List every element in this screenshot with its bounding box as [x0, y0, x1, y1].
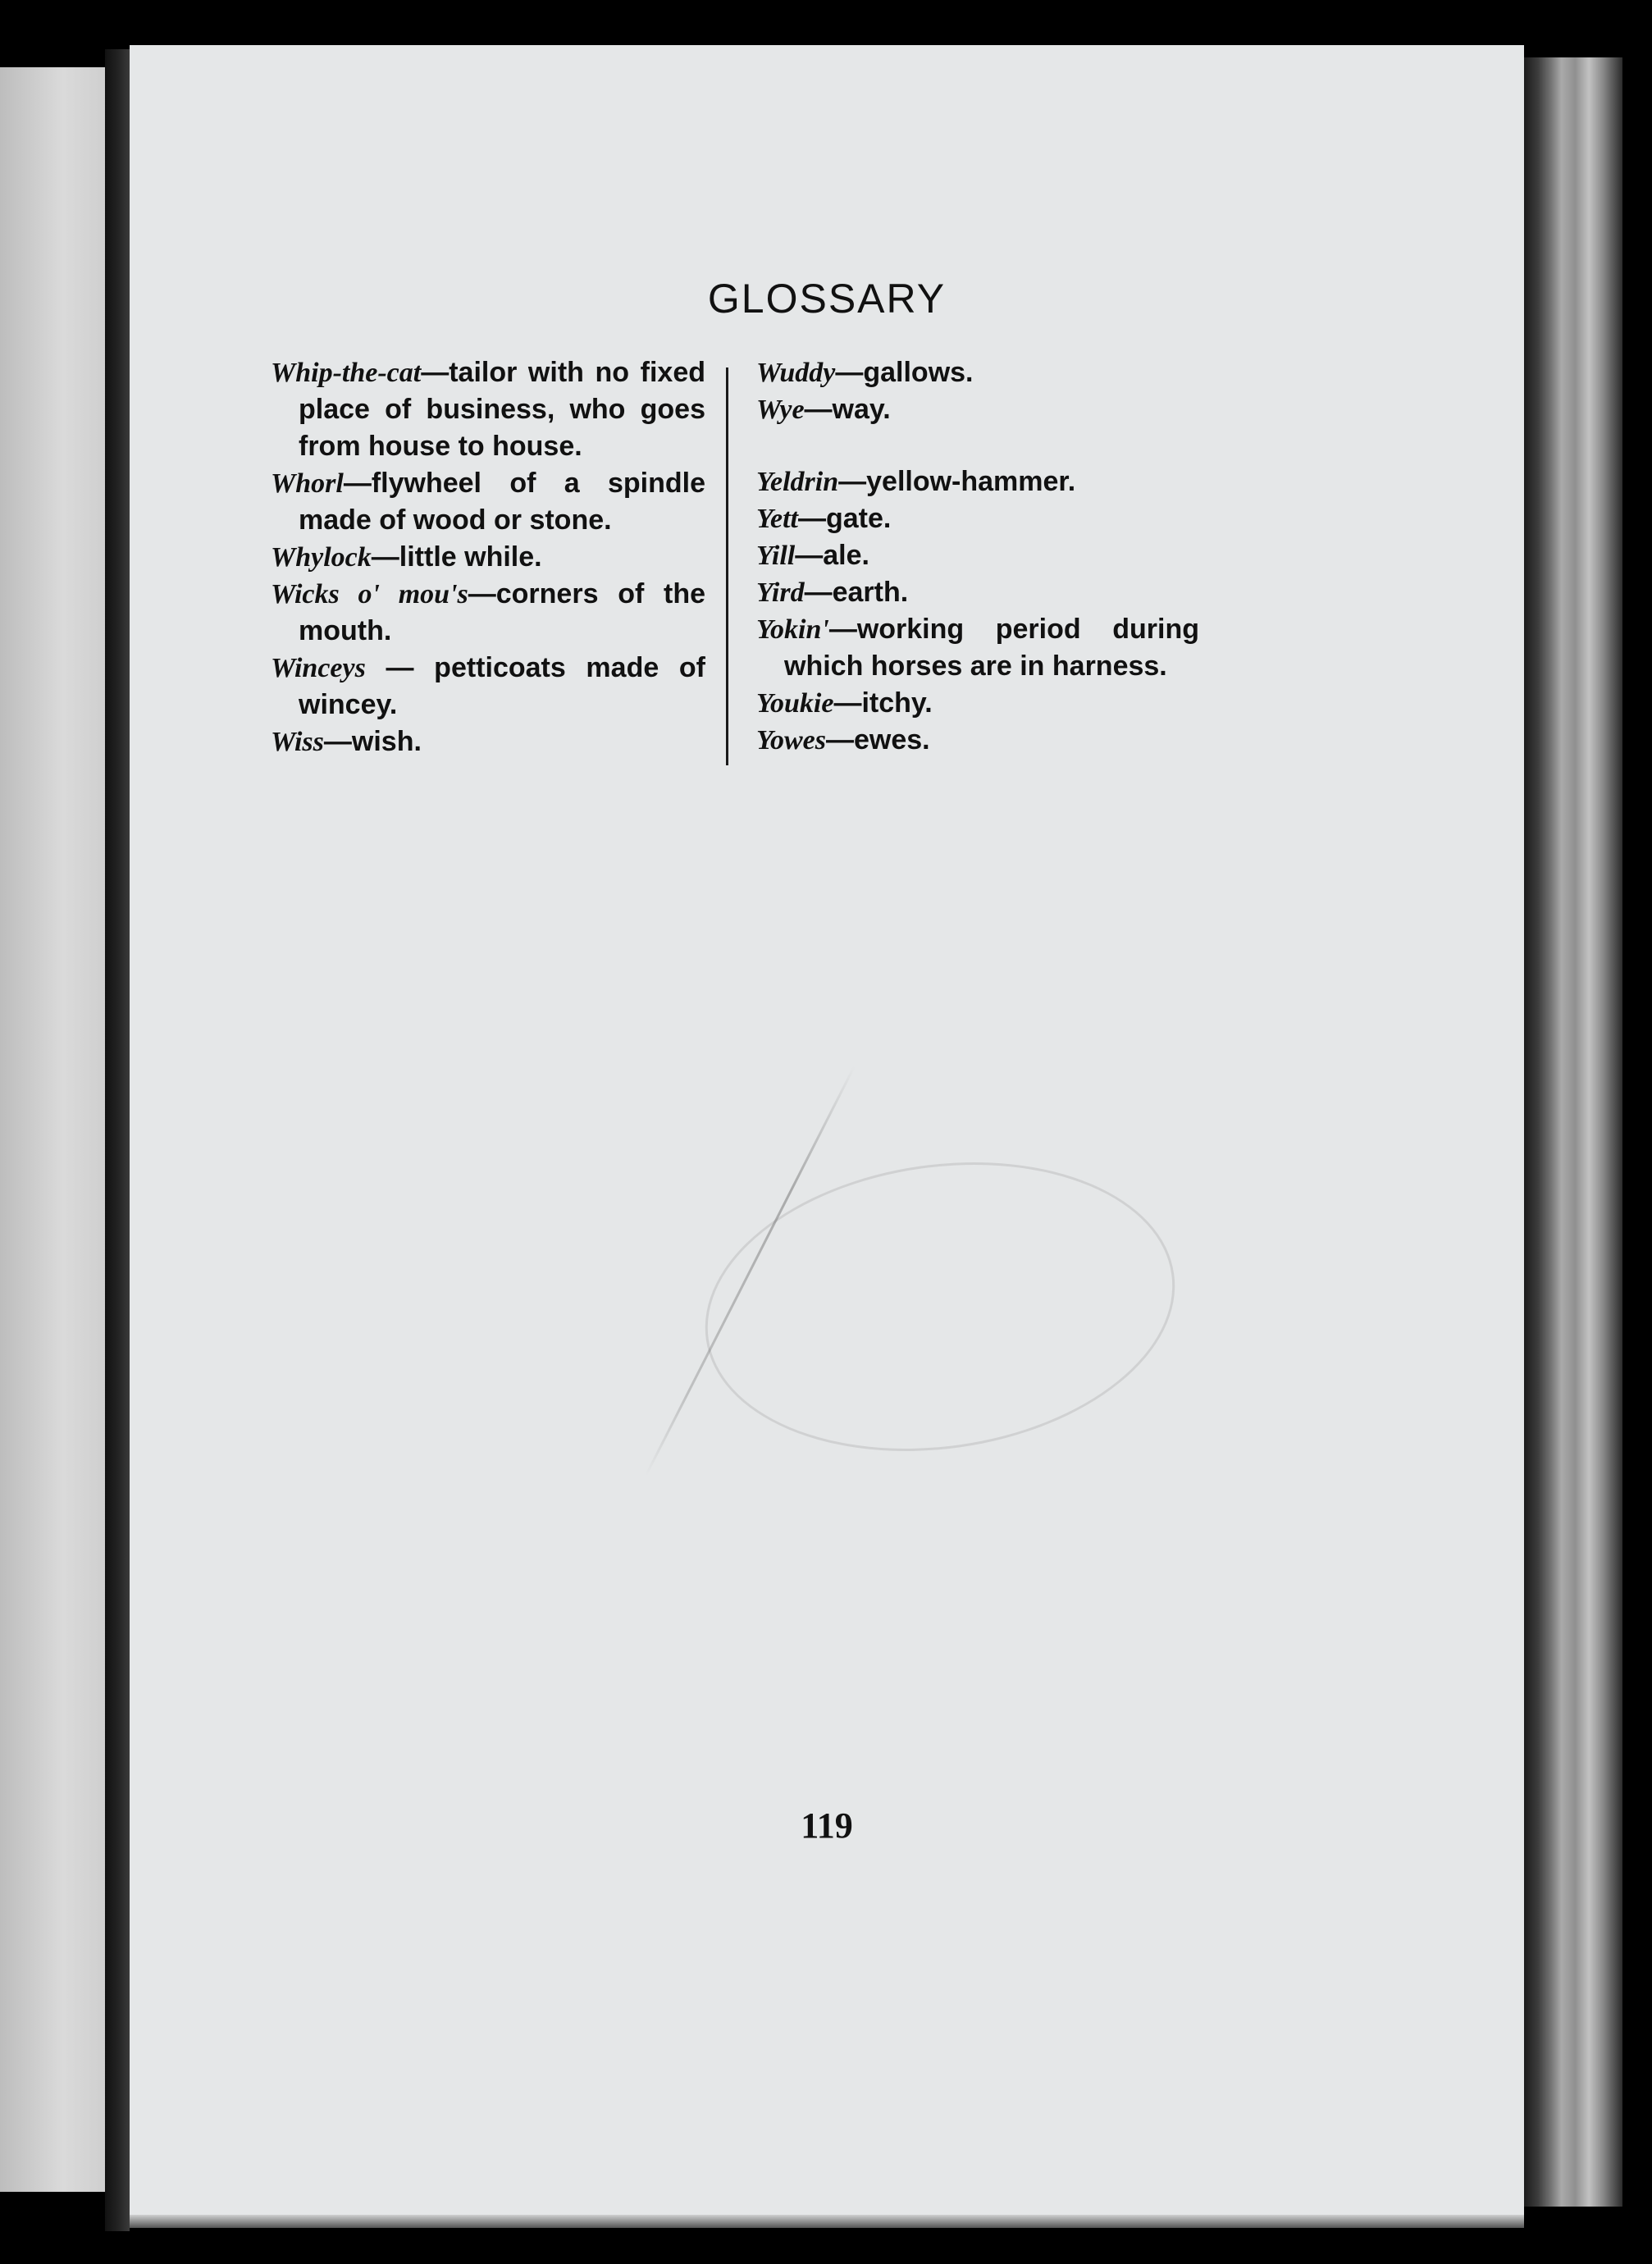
glossary-definition: —earth.: [804, 577, 909, 608]
glossary-entry: [756, 685, 1199, 722]
facing-page-edge: [0, 67, 105, 2192]
glossary-entry: [756, 537, 1199, 574]
glossary-definition: —way.: [804, 394, 891, 425]
glossary-headword: Wye: [756, 395, 805, 425]
glossary-entry: [756, 463, 1199, 500]
glossary-headword: Yowes: [756, 725, 826, 755]
book-gutter: [105, 49, 130, 2231]
glossary-definition: —yellow-hammer.: [838, 466, 1076, 497]
glossary-definition: —tailor with no fixed place of business, who goes from house to house.: [299, 357, 705, 462]
glossary-headword: Whylock: [271, 542, 372, 573]
glossary-definition: —corners of the mouth.: [299, 578, 705, 646]
glossary-entry: [756, 722, 1199, 759]
page-number: 119: [801, 1805, 853, 1846]
glossary-entry: [756, 354, 1199, 391]
glossary-entry: [271, 539, 705, 576]
page-bottom-edge: [130, 2215, 1524, 2228]
glossary-entry: [271, 465, 705, 539]
glossary-headword: Yokin': [756, 614, 829, 645]
column-divider: [726, 367, 728, 765]
glossary-definition: —gallows.: [835, 357, 974, 388]
glossary-headword: Yill: [756, 541, 796, 571]
glossary-headword: Wiss: [271, 727, 324, 757]
glossary-definition: — petticoats made of wincey.: [299, 652, 705, 720]
glossary-right-column: [756, 354, 1199, 759]
glossary-entry: [756, 391, 1199, 428]
glossary-entry: [271, 723, 705, 760]
page-title: GLOSSARY: [707, 276, 947, 322]
glossary-headword: Wicks o' mou's: [271, 579, 468, 609]
glossary-headword: Yeldrin: [756, 467, 839, 497]
glossary-headword: Wuddy: [756, 358, 836, 388]
glossary-headword: Yird: [756, 577, 805, 608]
glossary-definition: —flywheel of a spindle made of wood or stone.: [299, 468, 705, 536]
glossary-definition: —gate.: [797, 503, 892, 534]
book-spine-edge: [1524, 57, 1622, 2207]
glossary-definition: —ewes.: [826, 724, 930, 755]
glossary-entry: [756, 500, 1199, 537]
glossary-headword: Whip-the-cat: [271, 358, 422, 388]
glossary-definition: —working period during which horses are in harness.: [784, 614, 1199, 682]
glossary-entry: [271, 354, 705, 465]
glossary-definition: —ale.: [795, 540, 869, 571]
glossary-headword: Winceys: [271, 653, 366, 683]
glossary-definition: —little while.: [371, 541, 542, 573]
glossary-entry: [271, 650, 705, 723]
glossary-left-column: [271, 354, 705, 760]
glossary-headword: Whorl: [271, 468, 344, 499]
glossary-definition: —wish.: [323, 726, 422, 757]
glossary-entry: [756, 611, 1199, 685]
section-gap: [756, 428, 1199, 463]
glossary-entry: [271, 576, 705, 650]
glossary-headword: Yett: [756, 504, 798, 534]
glossary-definition: —itchy.: [833, 687, 933, 719]
glossary-entry: [756, 574, 1199, 611]
glossary-headword: Youkie: [756, 688, 834, 719]
